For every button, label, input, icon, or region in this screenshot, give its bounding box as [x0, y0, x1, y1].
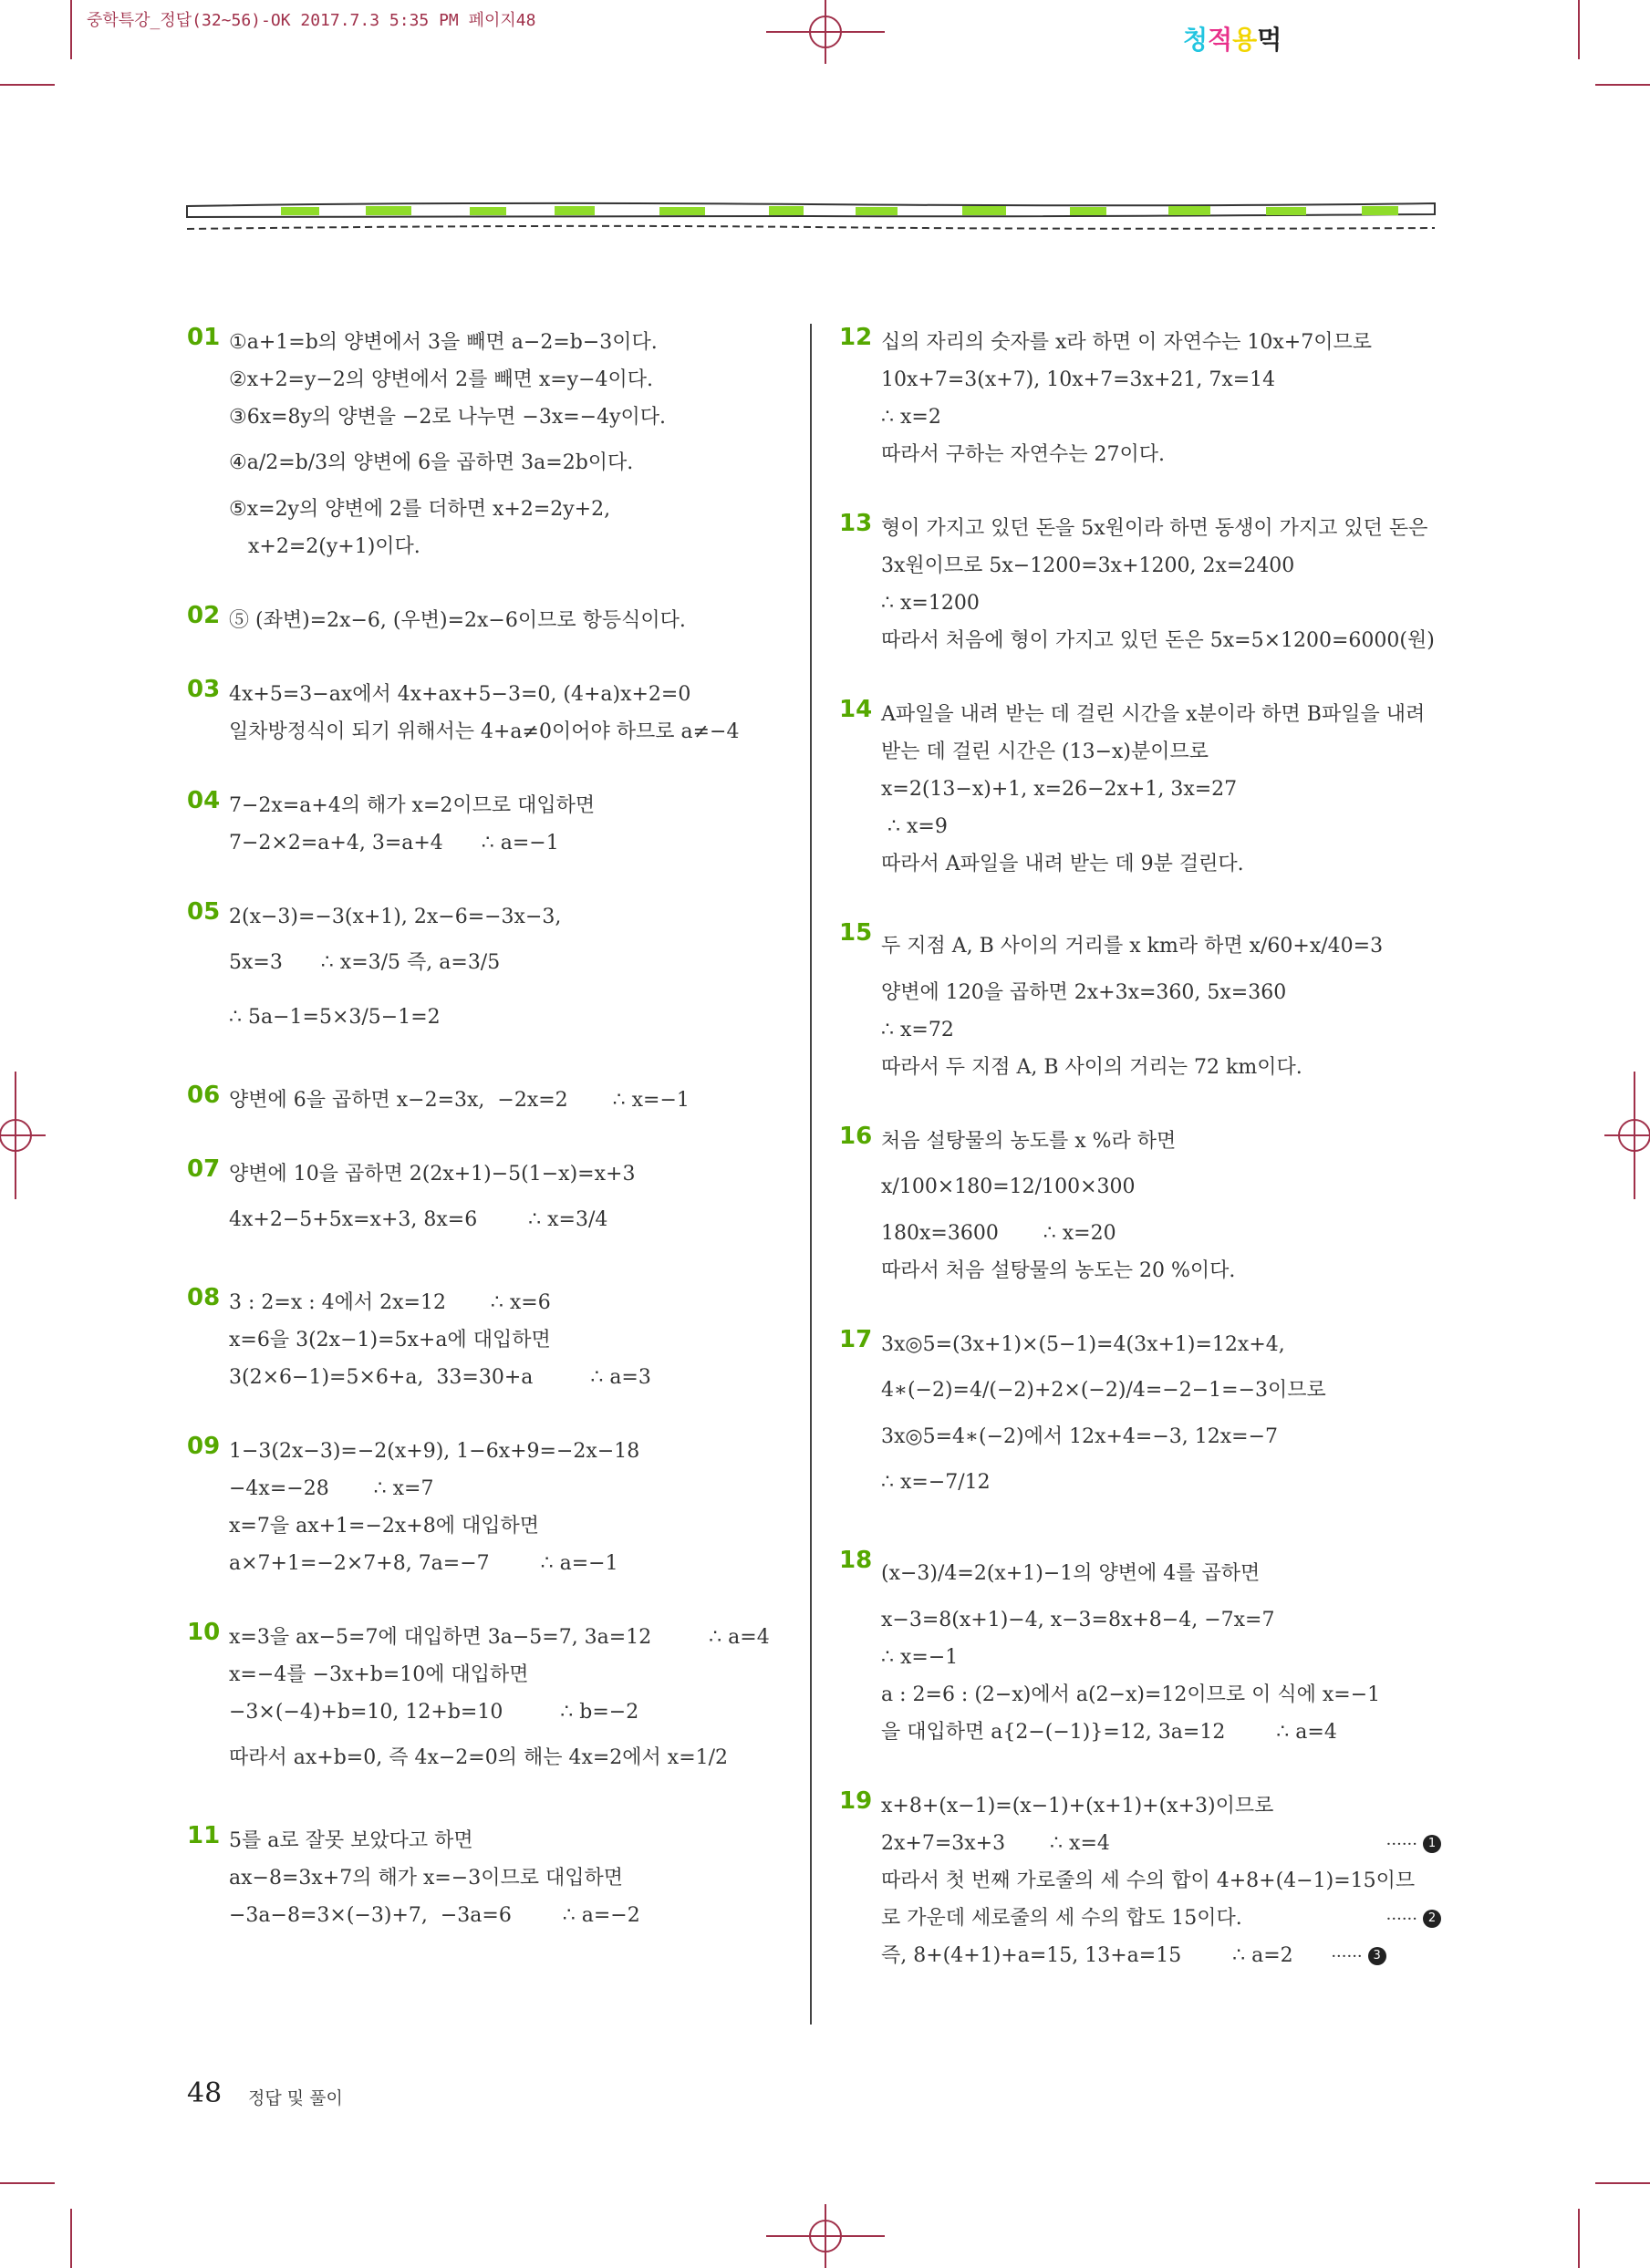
solution-line: 따라서 ax+b=0, 즉 4x−2=0의 해는 4x=2에서 x=1/2 [229, 1746, 729, 1769]
problem-16 [839, 1123, 1441, 1289]
solution-line: ③6x=8y의 양변을 −2로 나누면 −3x=−4y이다. [229, 406, 667, 429]
problem-11 [187, 1822, 789, 1934]
problem-14 [839, 696, 1441, 883]
problem-18 [839, 1547, 1441, 1751]
problem-number: 19 [839, 1787, 873, 1815]
solution-line: 7−2×2=a+4, 3=a+4 ∴ a=−1 [229, 832, 559, 854]
trim-mark-br-v [1578, 2209, 1580, 2268]
solution-line: x=7을 ax+1=−2x+8에 대입하면 [229, 1515, 539, 1538]
problem-number: 12 [839, 324, 873, 351]
problem-02 [187, 602, 789, 639]
solution-line: 3(2×6−1)=5×6+a, 33=30+a ∴ a=3 [229, 1366, 651, 1389]
problem-17 [839, 1326, 1441, 1510]
problem-01 [187, 324, 789, 565]
left-column [187, 324, 789, 1971]
solution-line: ∴ x=−1 [881, 1646, 959, 1669]
solution-line: 따라서 A파일을 내려 받는 데 9분 걸린다. [881, 853, 1244, 875]
solution-line: x/100×180=12/100×300 [881, 1175, 1136, 1198]
solution-line: 2(x−3)=−3(x+1), 2x−6=−3x−3, [229, 906, 562, 928]
solution-line: ∴ 5a−1=5×3/5−1=2 [229, 1006, 441, 1029]
problem-number: 17 [839, 1326, 873, 1353]
problem-number: 01 [187, 324, 221, 351]
solution-text: 2x+7=3x+3 ∴ x=4 [881, 1832, 1110, 1855]
trim-mark-tl-h [0, 84, 55, 86]
problem-15 [839, 919, 1441, 1086]
right-column [839, 324, 1441, 2011]
problem-number: 16 [839, 1123, 873, 1150]
print-file-info: 중학특강_정답(32~56)-OK 2017.7.3 5:35 PM 페이지48 [87, 11, 536, 30]
solution-line: 4x+5=3−ax에서 4x+ax+5−3=0, (4+a)x+2=0 [229, 683, 691, 706]
solution-line: 두 지점 A, B 사이의 거리를 x km라 하면 x/60+x/40=3 [881, 935, 1384, 958]
solution-line: ∴ x=72 [881, 1019, 954, 1041]
trim-mark-bl-v [70, 2209, 72, 2268]
solution-text: 즉, 8+(4+1)+a=15, 13+a=15 ∴ a=2 [881, 1944, 1293, 1967]
solution-line: ②x+2=y−2의 양변에서 2를 빼면 x=y−4이다. [229, 368, 654, 391]
problem-12 [839, 324, 1441, 473]
solution-line: x−3=8(x+1)−4, x−3=8x+8−4, −7x=7 [881, 1609, 1275, 1631]
solution-line: (x−3)/4=2(x+1)−1의 양변에 4를 곱하면 [881, 1562, 1261, 1585]
solution-line: 3 : 2=x : 4에서 2x=12 ∴ x=6 [229, 1291, 551, 1314]
solution-line: ∴ x=9 [881, 815, 948, 838]
solution-line: 따라서 구하는 자연수는 27이다. [881, 443, 1165, 466]
solution-line: 형이 가지고 있던 돈을 5x원이라 하면 동생이 가지고 있던 돈은 [881, 517, 1428, 540]
problem-number: 08 [187, 1284, 221, 1311]
solution-line: x=6을 3(2x−1)=5x+a에 대입하면 [229, 1329, 551, 1351]
solution-line: ∴ x=−7/12 [881, 1471, 991, 1494]
solution-line: 양변에 10을 곱하면 2(2x+1)−5(1−x)=x+3 [229, 1163, 636, 1186]
column-divider [810, 324, 812, 2025]
solution-line: x+2=2(y+1)이다. [229, 535, 420, 558]
problem-number: 10 [187, 1619, 221, 1646]
problem-number: 15 [839, 919, 873, 947]
solution-line: −4x=−28 ∴ x=7 [229, 1477, 434, 1500]
problem-09 [187, 1433, 789, 1582]
solution-line: ∴ x=1200 [881, 592, 980, 615]
problem-19 [839, 1787, 1441, 1974]
solution-line: 7−2x=a+4의 해가 x=2이므로 대입하면 [229, 794, 596, 817]
brand-logo [1183, 20, 1282, 57]
problem-number: 03 [187, 676, 221, 703]
solution-line: 을 대입하면 a{2−(−1)}=12, 3a=12 ∴ a=4 [881, 1721, 1337, 1744]
problem-10 [187, 1619, 789, 1786]
problem-number: 02 [187, 602, 221, 629]
solution-line: x=3을 ax−5=7에 대입하면 3a−5=7, 3a=12 ∴ a=4 [229, 1626, 770, 1649]
solution-line: −3×(−4)+b=10, 12+b=10 ∴ b=−2 [229, 1701, 639, 1724]
solution-line: ax−8=3x+7의 해가 x=−3이므로 대입하면 [229, 1867, 623, 1890]
solution-line: ⑤ (좌변)=2x−6, (우변)=2x−6이므로 항등식이다. [229, 609, 686, 632]
solution-line: ∴ x=2 [881, 406, 941, 429]
problem-number: 07 [187, 1155, 221, 1183]
solution-line: 양변에 120을 곱하면 2x+3x=360, 5x=360 [881, 981, 1287, 1004]
solution-line: 양변에 6을 곱하면 x−2=3x, −2x=2 ∴ x=−1 [229, 1089, 690, 1112]
solution-line: 일차방정식이 되기 위해서는 4+a≠0이어야 하므로 a≠−4 [229, 720, 740, 743]
problem-03 [187, 676, 789, 751]
registration-mark-left-icon [0, 1072, 46, 1199]
solution-line: 즉, 8+(4+1)+a=15, 13+a=15 ∴ a=2 ······ 3 [881, 1937, 1441, 1974]
solution-line: 3x◎5=4∗(−2)에서 12x+4=−3, 12x=−7 [881, 1425, 1279, 1448]
solution-line: ①a+1=b의 양변에서 3을 빼면 a−2=b−3이다. [229, 331, 658, 354]
problem-06 [187, 1082, 789, 1119]
registration-mark-right-icon [1604, 1072, 1650, 1199]
footer-label: 정답 및 풀이 [248, 2088, 343, 2108]
problem-04 [187, 787, 789, 862]
problem-07 [187, 1155, 789, 1248]
solution-line: 4∗(−2)=4/(−2)+2×(−2)/4=−2−1=−3이므로 [881, 1379, 1326, 1402]
solution-text: 로 가운데 세로줄의 세 수의 합도 15이다. [881, 1907, 1242, 1930]
solution-line: x+8+(x−1)=(x−1)+(x+1)+(x+3)이므로 [881, 1795, 1274, 1818]
problem-number: 05 [187, 898, 221, 926]
solution-line: −3a−8=3×(−3)+7, −3a=6 ∴ a=−2 [229, 1904, 640, 1927]
brand-char-3: 용 [1232, 25, 1258, 55]
solution-line: 2x+7=3x+3 ∴ x=4 ······ 1 [881, 1825, 1441, 1862]
problem-number: 09 [187, 1433, 221, 1460]
solution-line: 3x원이므로 5x−1200=3x+1200, 2x=2400 [881, 554, 1295, 577]
solution-line: 따라서 처음에 형이 가지고 있던 돈은 5x=5×1200=6000(원) [881, 629, 1435, 652]
solution-line: 1−3(2x−3)=−2(x+9), 1−6x+9=−2x−18 [229, 1440, 640, 1463]
brand-char-4: 먹 [1257, 25, 1282, 55]
problem-number: 18 [839, 1547, 873, 1574]
step-marker-1-icon: 1 [1423, 1835, 1441, 1853]
problem-13 [839, 510, 1441, 659]
trim-mark-tr-v [1578, 0, 1580, 59]
problem-number: 13 [839, 510, 873, 537]
solution-line: ④a/2=b/3의 양변에 6을 곱하면 3a=2b이다. [229, 451, 634, 474]
solution-line: 십의 자리의 숫자를 x라 하면 이 자연수는 10x+7이므로 [881, 331, 1372, 354]
solution-line: 처음 설탕물의 농도를 x %라 하면 [881, 1130, 1177, 1153]
solution-line: 4x+2−5+5x=x+3, 8x=6 ∴ x=3/4 [229, 1208, 608, 1231]
solution-line: 따라서 처음 설탕물의 농도는 20 %이다. [881, 1259, 1236, 1282]
solution-line: ⑤x=2y의 양변에 2를 더하면 x+2=2y+2, [229, 498, 611, 521]
solution-line: x=−4를 −3x+b=10에 대입하면 [229, 1663, 529, 1686]
problem-05 [187, 898, 789, 1045]
brand-char-2: 적 [1208, 25, 1233, 55]
step-marker-2-icon: 2 [1423, 1910, 1441, 1928]
brand-char-1: 청 [1183, 25, 1209, 55]
trim-mark-bl-h [0, 2182, 55, 2184]
problem-number: 11 [187, 1822, 221, 1849]
solution-line: 따라서 첫 번째 가로줄의 세 수의 합이 4+8+(4−1)=15이므 [881, 1869, 1416, 1892]
solution-line: 받는 데 걸린 시간은 (13−x)분이므로 [881, 740, 1209, 763]
solution-line: 180x=3600 ∴ x=20 [881, 1222, 1116, 1245]
trim-mark-tl-v [70, 0, 72, 59]
solution-line: 로 가운데 세로줄의 세 수의 합도 15이다. ······ 2 [881, 1900, 1441, 1937]
problem-number: 06 [187, 1082, 221, 1109]
solution-line: 따라서 두 지점 A, B 사이의 거리는 72 km이다. [881, 1056, 1302, 1079]
step-marker-3-icon: 3 [1368, 1947, 1386, 1965]
solution-line: x=2(13−x)+1, x=26−2x+1, 3x=27 [881, 778, 1238, 801]
solution-line: A파일을 내려 받는 데 걸린 시간을 x분이라 하면 B파일을 내려 [881, 703, 1426, 726]
solution-line: 5x=3 ∴ x=3/5 즉, a=3/5 [229, 951, 501, 974]
trim-mark-br-h [1595, 2182, 1650, 2184]
trim-mark-tr-h [1595, 84, 1650, 86]
problem-08 [187, 1284, 789, 1396]
solution-line: 10x+7=3(x+7), 10x+7=3x+21, 7x=14 [881, 368, 1276, 391]
solution-line: 3x◎5=(3x+1)×(5−1)=4(3x+1)=12x+4, [881, 1333, 1285, 1356]
problem-number: 04 [187, 787, 221, 814]
solution-line: a×7+1=−2×7+8, 7a=−7 ∴ a=−1 [229, 1552, 618, 1575]
registration-mark-top-icon [766, 0, 885, 64]
registration-mark-bottom-icon [766, 2204, 885, 2268]
decorative-banner [185, 199, 1437, 235]
problem-number: 14 [839, 696, 873, 723]
solution-line: 5를 a로 잘못 보았다고 하면 [229, 1829, 473, 1852]
page-number: 48 [187, 2077, 223, 2109]
solution-line: a : 2=6 : (2−x)에서 a(2−x)=12이므로 이 식에 x=−1 [881, 1683, 1381, 1706]
